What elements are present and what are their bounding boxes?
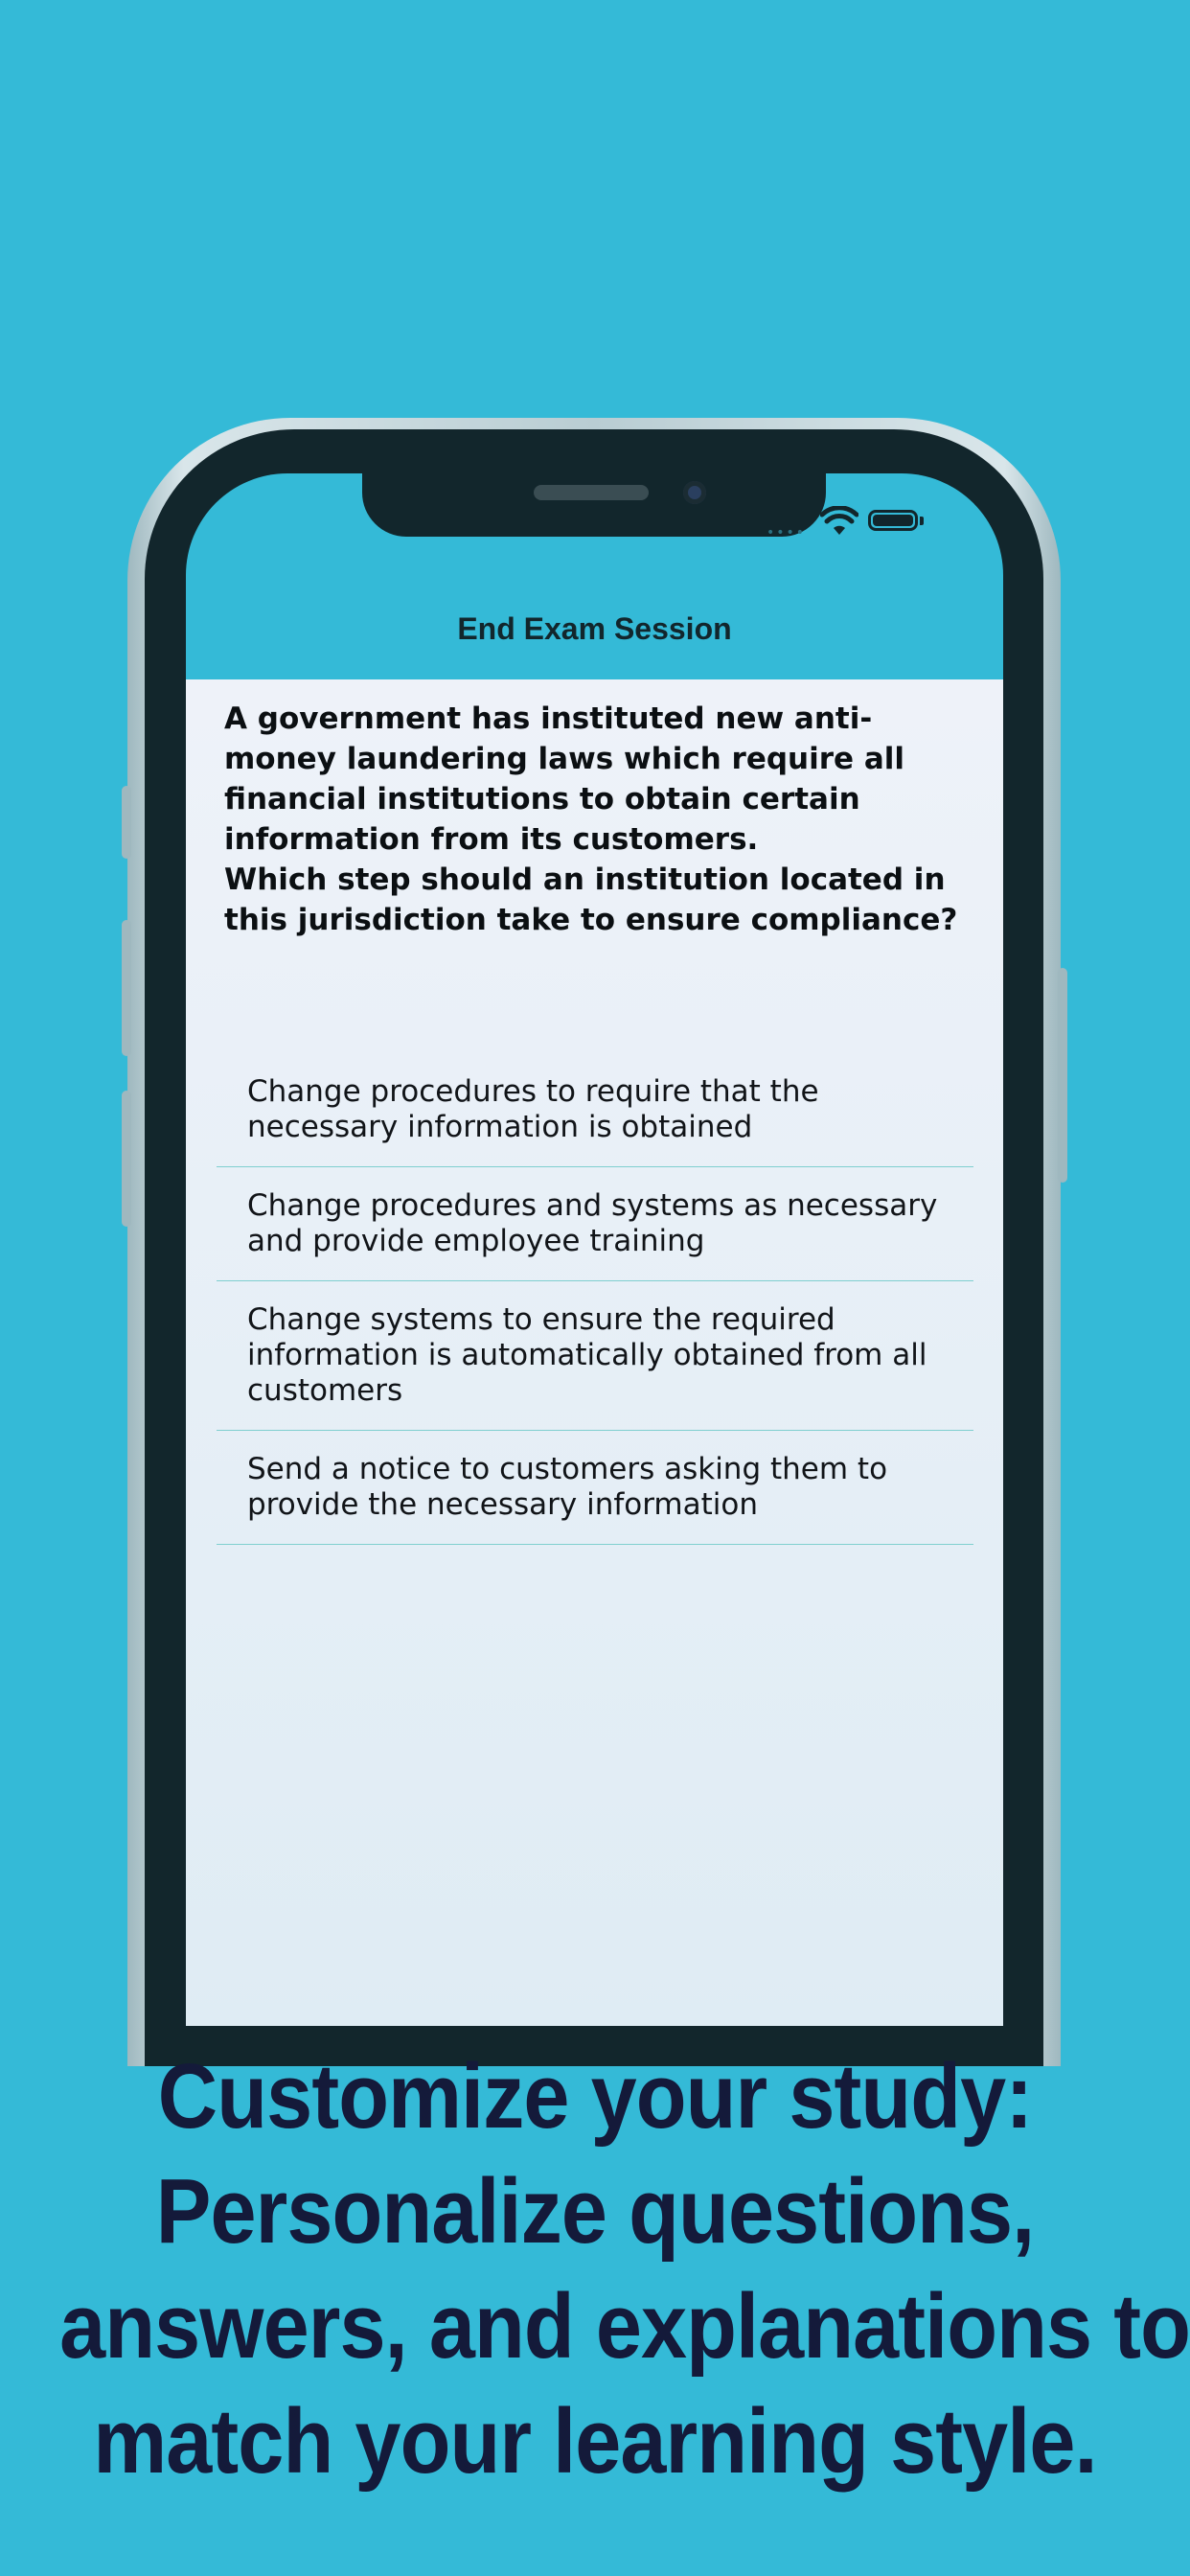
battery-fill	[873, 515, 913, 526]
status-bar	[767, 504, 929, 542]
volume-down-button	[122, 1091, 131, 1227]
promo-tagline	[59, 2039, 1190, 2499]
wifi-icon	[820, 506, 858, 537]
tagline-line: match your learning style.	[93, 2390, 1097, 2493]
speaker-icon	[534, 485, 649, 500]
signal-icon: ••••	[767, 525, 807, 540]
battery-icon	[868, 510, 918, 531]
tagline-line: Personalize questions,	[155, 2160, 1035, 2263]
tagline-line: Customize your study:	[157, 2045, 1033, 2148]
page-title[interactable]: End Exam Session	[457, 611, 732, 646]
question-text: A government has instituted new anti-money laundering laws which require all financial institutions to obtain certain information from its customers. Which step should an institution located in this jurisdiction take to ensure compliance?	[224, 702, 958, 937]
battery-tip	[920, 517, 924, 525]
answer-option[interactable]: Change procedures and systems as necessary and provide employee training	[217, 1167, 973, 1281]
answer-option[interactable]: Change procedures to require that the necessary information is obtained	[217, 1053, 973, 1167]
answer-list	[217, 1053, 973, 1545]
exam-content	[186, 679, 1003, 2026]
power-button	[1058, 968, 1067, 1183]
tagline-line: answers, and explanations to	[59, 2275, 1190, 2378]
phone-screen	[186, 473, 1003, 2026]
camera-icon	[683, 481, 706, 504]
mute-switch	[122, 786, 131, 859]
answer-option[interactable]: Change systems to ensure the required information is automatically obtained from all customers	[217, 1281, 973, 1431]
answer-option[interactable]: Send a notice to customers asking them to provide the necessary information	[217, 1431, 973, 1545]
notch	[362, 473, 826, 537]
volume-up-button	[122, 920, 131, 1056]
